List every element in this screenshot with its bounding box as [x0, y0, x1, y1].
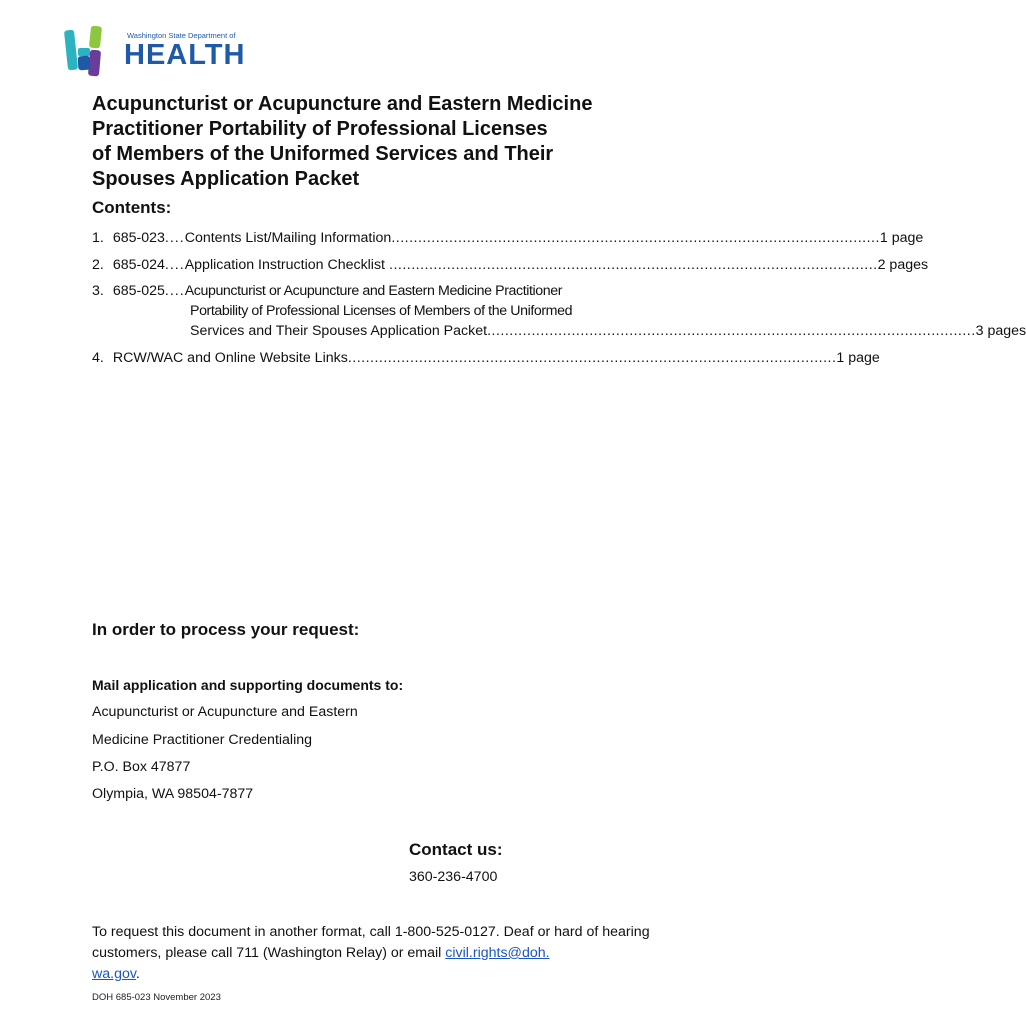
mail-heading: Mail application and supporting documents to: [92, 677, 404, 693]
toc-text: Contents List/Mailing Information [184, 230, 392, 246]
logo-department-text: Washington State Department of [127, 31, 236, 40]
address-line-3: P.O. Box 47877 [92, 759, 191, 775]
toc-item-1 [92, 228, 924, 248]
toc-item-3 [92, 281, 1026, 345]
toc-leader: .............................................................................................................. [347, 350, 837, 366]
address-line-1: Acupuncturist or Acupuncture and Eastern [92, 704, 358, 720]
toc-item-4 [92, 348, 880, 368]
toc-num: 2. [92, 257, 104, 273]
toc-text: RCW/WAC and Online Website Links [112, 350, 348, 366]
notice-end: . [135, 966, 140, 982]
toc-leader: .............................................................................................................. [391, 230, 880, 246]
order-heading: In order to process your request: [92, 620, 360, 639]
logo-health-text: HEALTH [124, 39, 246, 71]
alternate-format-notice [92, 922, 652, 985]
toc-text-line-1: Acupuncturist or Acupuncture and Eastern Medicine Practitioner [184, 283, 563, 299]
email-link[interactable]: civil.rights@doh. wa.gov [92, 945, 550, 982]
address-line-4: Olympia, WA 98504-7877 [92, 786, 254, 802]
toc-num: 1. [92, 230, 104, 246]
contact-phone: 360-236-4700 [409, 869, 498, 885]
toc-leader: .............................................................................................................. [389, 257, 878, 273]
toc-code: 685-024 [112, 257, 165, 273]
toc-text-line-2: Portability of Professional Licenses of Members of the Uniformed [190, 303, 573, 319]
toc-num: 4. [92, 350, 104, 366]
toc-pages: 1 page [836, 350, 880, 366]
toc-pages: 3 pages [975, 323, 1026, 339]
toc-num: 3. [92, 283, 104, 299]
contact-heading: Contact us: [409, 840, 503, 859]
toc-pages: 2 pages [877, 257, 929, 273]
notice-text: To request this document in another format, call 1-800-525-0127. Deaf or hard of hearing customers, please call 711 (Washington Relay) or email [92, 924, 650, 961]
page-title: Acupuncturist or Acupuncture and Eastern Medicine Practitioner Portability of Professional Licenses of Members of the Uniformed Services and Their Spouses Application Packet [92, 93, 593, 190]
toc-item-2 [92, 255, 929, 275]
contents-heading: Contents: [92, 198, 172, 217]
toc-code: 685-023 [112, 230, 165, 246]
toc-text: Application Instruction Checklist [184, 257, 385, 273]
toc-dots: .... [164, 257, 185, 273]
address-line-2: Medicine Practitioner Credentialing [92, 732, 313, 748]
document-id-footer: DOH 685-023 November 2023 [92, 992, 221, 1003]
toc-text-line-3: Services and Their Spouses Application Packet [190, 323, 488, 339]
toc-dots: .... [164, 230, 185, 246]
toc-pages: 1 page [879, 230, 924, 246]
toc-code: 685-025 [112, 283, 165, 299]
toc-leader: .............................................................................................................. [487, 323, 976, 339]
toc-dots: .... [164, 283, 185, 299]
